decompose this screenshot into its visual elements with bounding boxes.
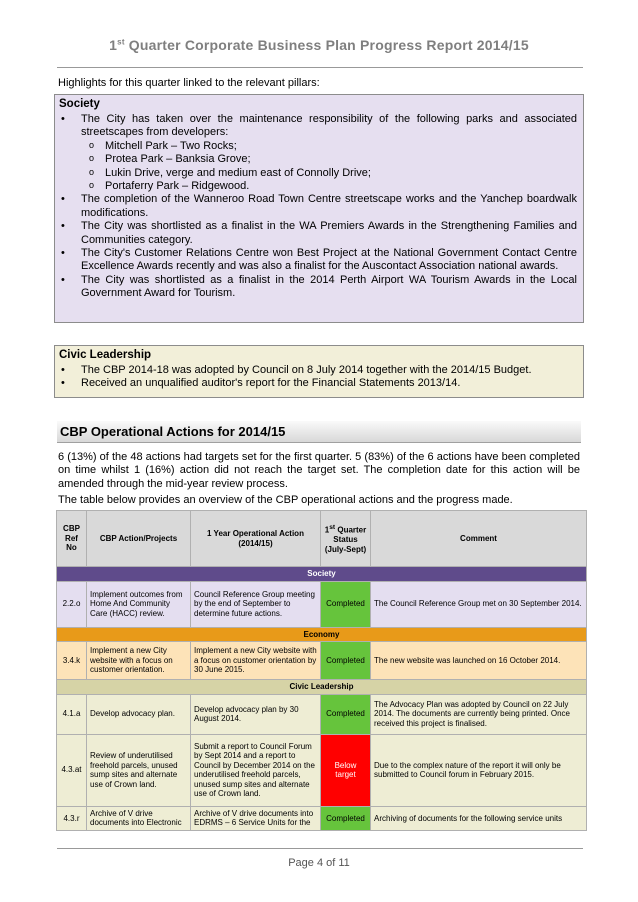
cell-action: Develop advocacy plan.	[87, 694, 191, 734]
table-header-row	[57, 511, 587, 567]
cell-action: Review of underutilised freehold parcels, unused sump sites and alternate use of Crown land.	[87, 734, 191, 806]
band-civic-leadership: Civic Leadership	[57, 680, 587, 695]
civic-item: • The CBP 2014-18 was adopted by Council on 8 July 2014 together with the 2014/15 Budget.	[81, 364, 583, 377]
cell-status: Completed	[321, 806, 371, 830]
table-row	[57, 581, 587, 627]
cell-status: Completed	[321, 581, 371, 627]
cell-ref: 4.3.at	[57, 734, 87, 806]
cell-ref: 2.2.o	[57, 581, 87, 627]
cell-status: Below target	[321, 734, 371, 806]
band-society: Society	[57, 567, 587, 582]
cell-operational-action: Archive of V drive documents into EDRMS – 6 Service Units for the	[191, 806, 321, 830]
park-item: o Lukin Drive, verge and medium east of Connolly Drive;	[105, 167, 577, 180]
summary-paragraph: 6 (13%) of the 48 actions had targets set for the first quarter. 5 (83%) of the 6 actions have been completed on time whilst 1 (16%) action did not reach the target set. The completion date for this action will be amended through the mid-year review process.	[58, 451, 580, 490]
header-ref: CBP Ref No	[57, 511, 87, 567]
cell-action: Archive of V drive documents into Electronic	[87, 806, 191, 830]
cell-status: Completed	[321, 694, 371, 734]
park-item: o Protea Park – Banksia Grove;	[105, 153, 577, 166]
section-heading: CBP Operational Actions for 2014/15	[57, 421, 581, 443]
civic-list	[55, 364, 583, 391]
page-header-title: 1st Quarter Corporate Business Plan Progress Report 2014/15	[109, 37, 529, 53]
cell-ref: 4.1.a	[57, 694, 87, 734]
society-title: Society	[59, 98, 100, 110]
park-item: o Mitchell Park – Two Rocks;	[105, 140, 577, 153]
header-divider	[57, 67, 583, 68]
society-item: • The City was shortlisted as a finalist in the 2014 Perth Airport WA Tourism Awards in the Local Government Award for Tourism.	[81, 274, 583, 301]
cell-operational-action: Submit a report to Council Forum by Sept 2014 and a report to Council by December 2014 on the underutilised freehold parcels, unused sump sites and alternate use of Crown land.	[191, 734, 321, 806]
cell-comment: Due to the complex nature of the report it will only be submitted to Council forum in February 2015.	[371, 734, 587, 806]
civic-item: • Received an unqualified auditor's report for the Financial Statements 2013/14.	[81, 377, 583, 390]
civic-title: Civic Leadership	[59, 349, 152, 361]
cell-comment: Archiving of documents for the following service units	[371, 806, 587, 830]
table-row	[57, 734, 587, 806]
park-item: o Portaferry Park – Ridgewood.	[105, 180, 577, 193]
parks-list	[81, 140, 577, 194]
header-comment: Comment	[371, 511, 587, 567]
header-action: CBP Action/Projects	[87, 511, 191, 567]
society-item: • The City has taken over the maintenance responsibility of the following parks and associated streetscapes from developers: o Mitchell Park – Two Rocks; o Protea Park – Banksia Grove; o Lukin Drive, verge and medium east of Connolly Drive; o Portaferry Park – Ridgewood.	[81, 113, 583, 193]
cell-operational-action: Implement a new City website with a focus on customer orientation by 30 June 2015.	[191, 642, 321, 680]
society-item: • The City's Customer Relations Centre won Best Project at the National Government Contact Centre Excellence Awards recently and was also a finalist for the Auscontact Association national awards.	[81, 247, 583, 274]
cell-operational-action: Council Reference Group meeting by the end of September to determine future actions.	[191, 581, 321, 627]
highlights-intro: Highlights for this quarter linked to the relevant pillars:	[58, 77, 320, 89]
society-item: • The City was shortlisted as a finalist in the WA Premiers Awards in the Strengthening Families and Communities category.	[81, 220, 583, 247]
table-row	[57, 694, 587, 734]
header-operational-action: 1 Year Operational Action (2014/15)	[191, 511, 321, 567]
civic-highlights-box	[54, 345, 584, 398]
cell-comment: The new website was launched on 16 October 2014.	[371, 642, 587, 680]
cell-ref: 3.4.k	[57, 642, 87, 680]
cell-action: Implement a new City website with a focus on customer orientation.	[87, 642, 191, 680]
society-highlights-box	[54, 94, 584, 323]
band-economy: Economy	[57, 627, 587, 642]
footer-divider	[57, 848, 583, 849]
table-row	[57, 642, 587, 680]
table-intro-paragraph: The table below provides an overview of the CBP operational actions and the progress made.	[58, 494, 513, 506]
operational-actions-table	[56, 510, 587, 831]
society-list	[55, 113, 583, 301]
page-number: Page 4 of 11	[288, 857, 350, 869]
header-status: 1st Quarter Status (July-Sept)	[321, 511, 371, 567]
cell-ref: 4.3.r	[57, 806, 87, 830]
table-row	[57, 806, 587, 830]
cell-operational-action: Develop advocacy plan by 30 August 2014.	[191, 694, 321, 734]
cell-comment: The Advocacy Plan was adopted by Council on 22 July 2014. The documents are currently being printed. Once received this project is finalised.	[371, 694, 587, 734]
cell-comment: The Council Reference Group met on 30 September 2014.	[371, 581, 587, 627]
cell-action: Implement outcomes from Home And Community Care (HACC) review.	[87, 581, 191, 627]
cell-status: Completed	[321, 642, 371, 680]
society-item: • The completion of the Wanneroo Road Town Centre streetscape works and the Yanchep boardwalk modifications.	[81, 193, 583, 220]
